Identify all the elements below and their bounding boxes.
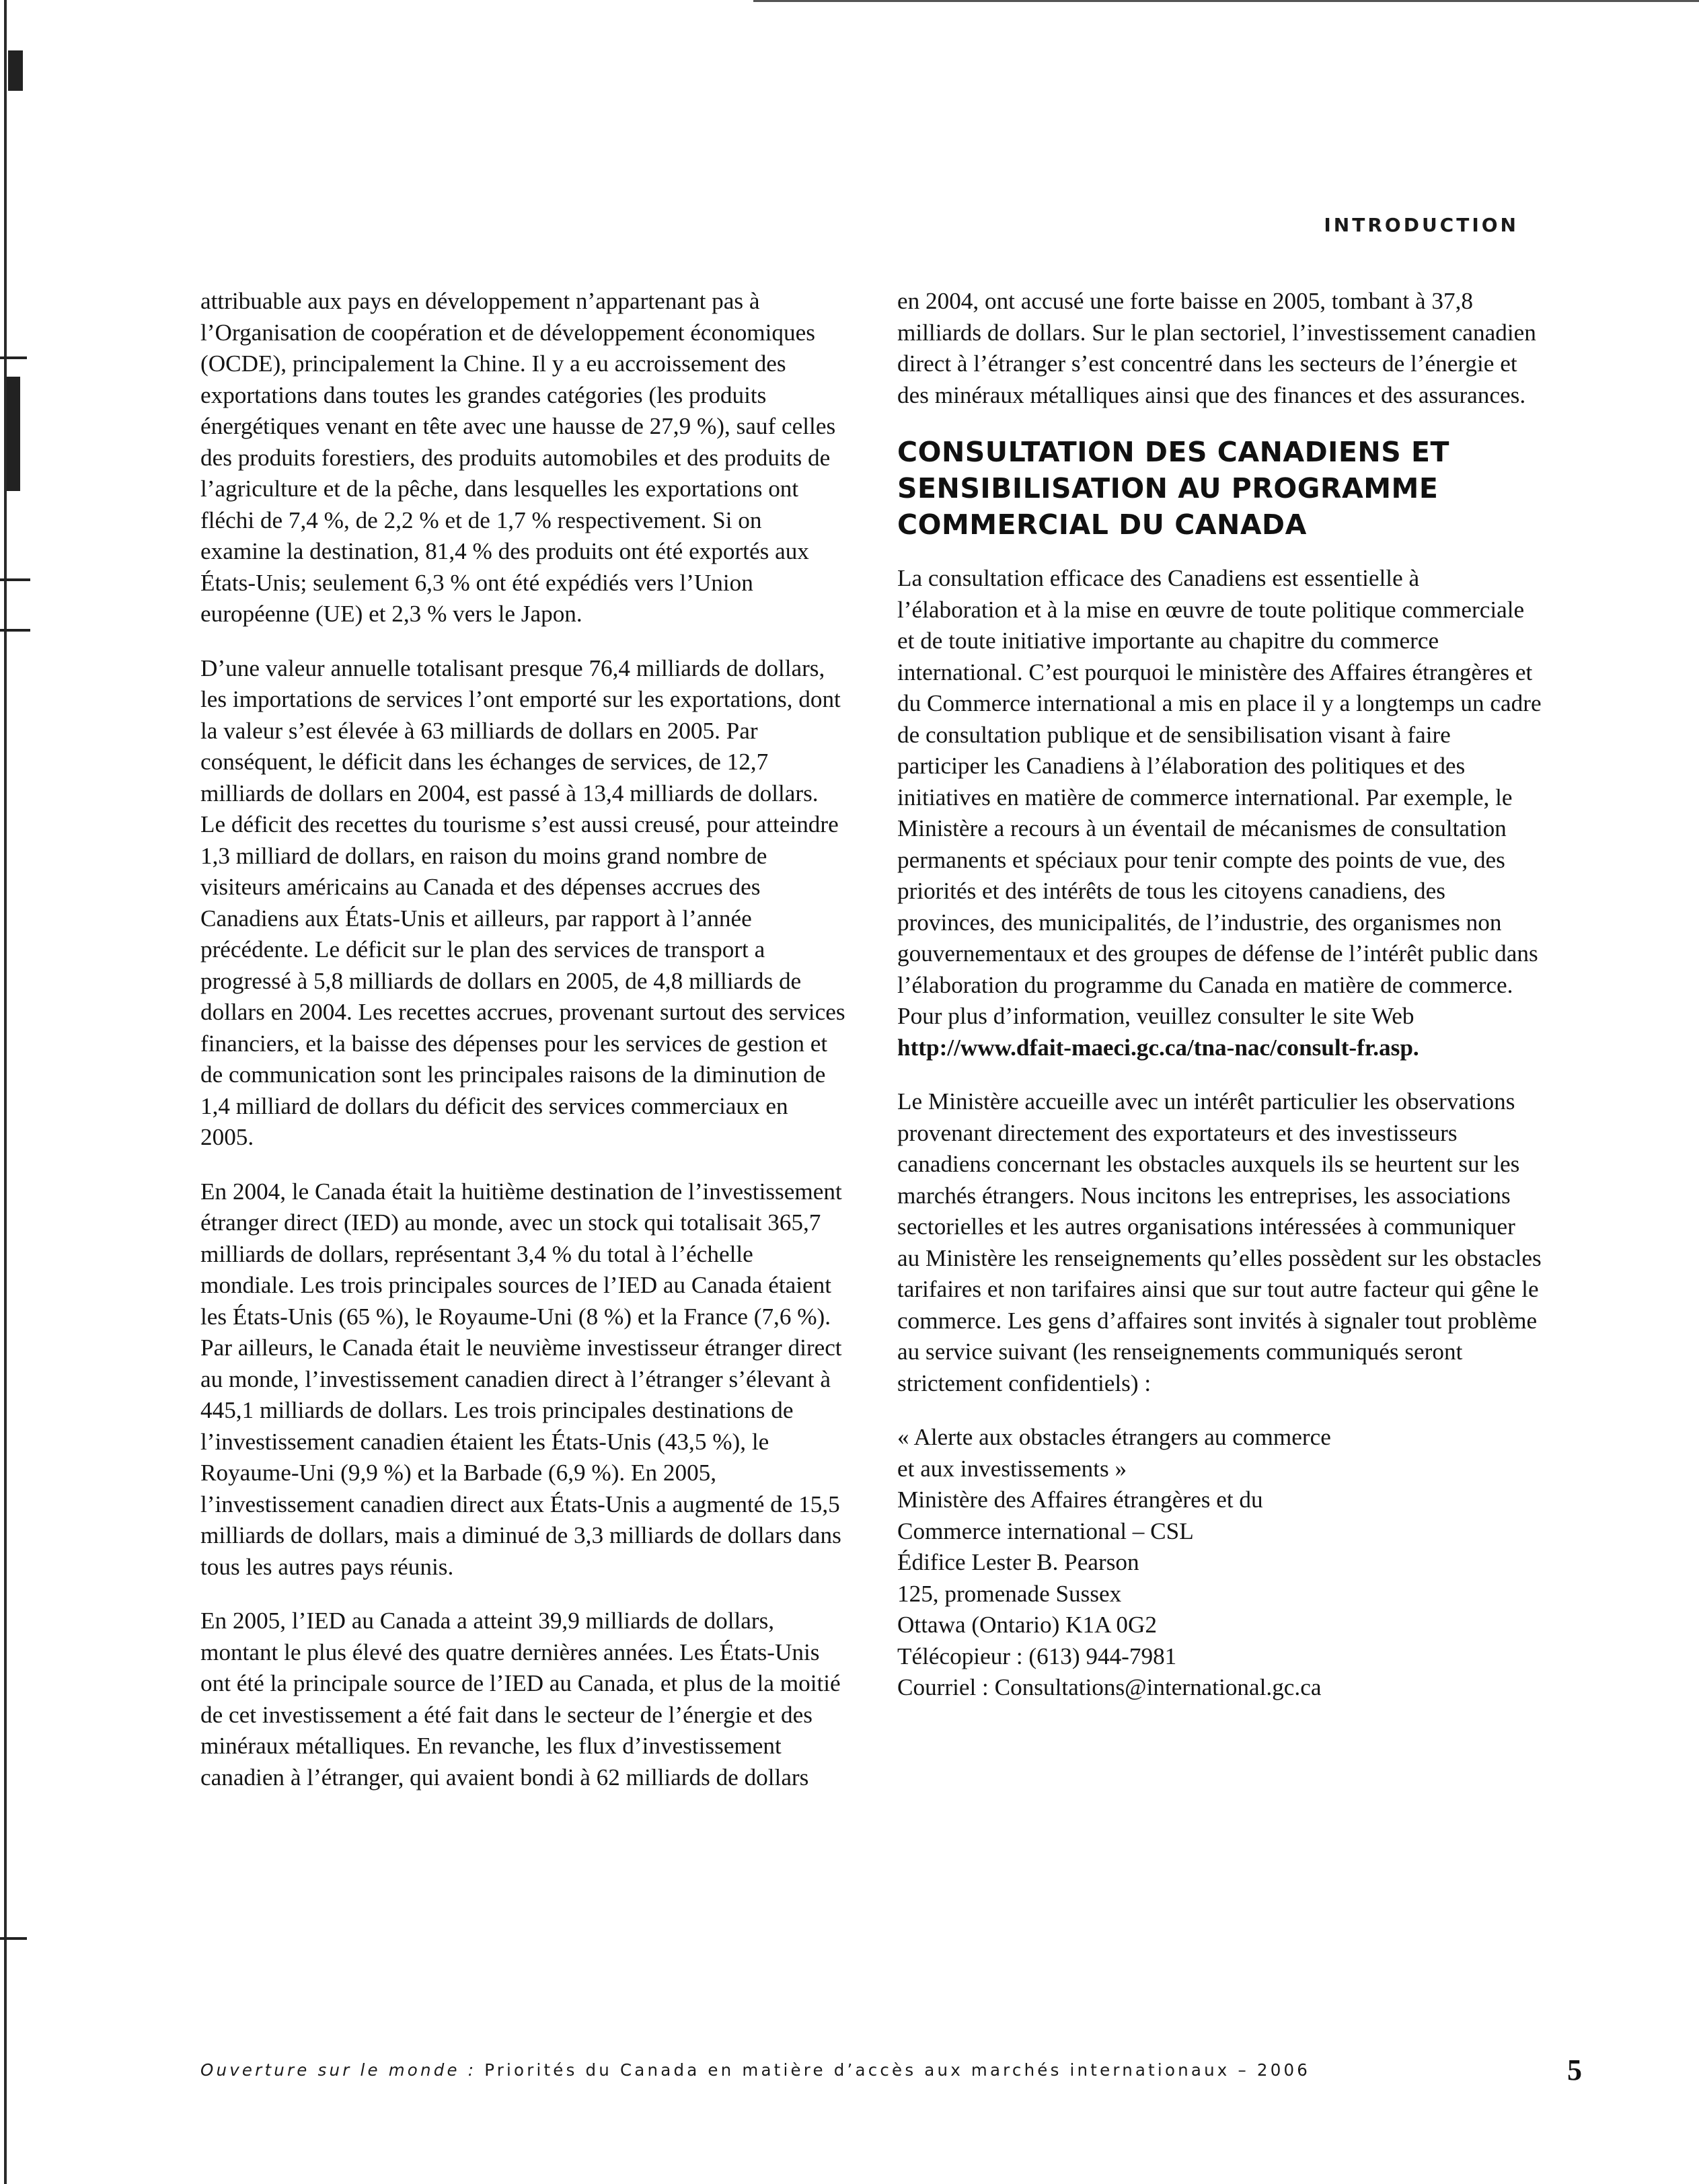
page-footer bbox=[200, 2060, 1512, 2080]
right-column bbox=[897, 286, 1543, 1704]
address-line: Ministère des Affaires étrangères et du bbox=[897, 1486, 1263, 1513]
address-line-email: Courriel : Consultations@international.gc.ca bbox=[897, 1674, 1322, 1700]
running-head: INTRODUCTION bbox=[1324, 214, 1519, 236]
address-line: et aux investissements » bbox=[897, 1455, 1127, 1482]
address-line: « Alerte aux obstacles étrangers au commerce bbox=[897, 1424, 1331, 1450]
scan-edge-mark bbox=[0, 629, 30, 632]
footer-publication-title: Ouverture sur le monde : bbox=[200, 2060, 477, 2080]
scan-edge-mark bbox=[0, 578, 30, 581]
section-heading: CONSULTATION DES CANADIENS ET SENSIBILISATION AU PROGRAMME COMMERCIAL DU CANADA bbox=[897, 436, 1450, 541]
address-line: Édifice Lester B. Pearson bbox=[897, 1549, 1139, 1575]
paragraph-exports: attribuable aux pays en développement n’appartenant pas à l’Organisation de coopération et de développement économiques (OCDE), principalement la Chine. Il y a eu accroissement des exportations dans toutes les grandes catégories (les produits énergétiques venant en tête avec une hausse de 27,9 %), sauf celles des produits forestiers, des produits automobiles et des produits de l’agriculture et de la pêche, dans lesquelles les exportations ont fléchi de 7,4 %, de 2,2 % et de 1,7 % respectivement. Si on examine la destination, 81,4 % des produits ont été exportés aux États-Unis; seulement 6,3 % ont été expédiés vers l’Union européenne (UE) et 2,3 % vers le Japon. bbox=[200, 288, 836, 627]
consultation-url-link[interactable]: http://www.dfait-maeci.gc.ca/tna-nac/consult-fr.asp. bbox=[897, 1034, 1419, 1061]
address-line: Télécopieur : (613) 944-7981 bbox=[897, 1643, 1177, 1669]
address-line: Ottawa (Ontario) K1A 0G2 bbox=[897, 1612, 1157, 1638]
scan-edge-line bbox=[4, 0, 7, 2184]
paragraph-continuation: en 2004, ont accusé une forte baisse en 2005, tombant à 37,8 milliards de dollars. Sur le plan sectoriel, l’investissement canadien direct à l’étranger s’est concentré dans les secteurs de l’énergie et des minéraux métalliques ainsi que des finances et des assurances. bbox=[897, 288, 1536, 408]
paragraph-ministry: Le Ministère accueille avec un intérêt particulier les observations provenant directement des exportateurs et des investisseurs canadiens concernant les obstacles auxquels ils se heurtent sur les marchés étrangers. Nous incitons les entreprises, les associations sectorielles et les autres organisations intéressées à communiquer au Ministère les renseignements qu’elles possèdent sur les obstacles tarifaires et non tarifaires ainsi que sur tout autre facteur qui gêne le commerce. Les gens d’affaires sont invités à signaler tout problème au service suivant (les renseignements communiqués seront strictement confidentiels) : bbox=[897, 1088, 1542, 1396]
page-number: 5 bbox=[1567, 2054, 1582, 2086]
address-line: 125, promenade Sussex bbox=[897, 1580, 1122, 1607]
scan-edge-mark bbox=[7, 377, 20, 491]
scan-top-border bbox=[753, 0, 1699, 2]
paragraph-services: D’une valeur annuelle totalisant presque 76,4 milliards de dollars, les importations de services l’ont emporté sur les exportations, dont la valeur s’est élevée à 63 milliards de dollars en 2005. Par conséquent, le déficit dans les échanges de services, de 12,7 milliards de dollars en 2004, est passé à 13,4 milliards de dollars. Le déficit des recettes du tourisme s’est aussi creusé, pour atteindre 1,3 milliard de dollars, en raison du moins grand nombre de visiteurs américains au Canada et des dépenses accrues des Canadiens aux États-Unis et ailleurs, par rapport à l’année précédente. Le déficit sur le plan des services de transport a progressé à 5,8 milliards de dollars en 2005, de 4,8 milliards de dollars en 2004. Les recettes accrues, provenant surtout des services financiers, et la baisse des dépenses pour les services de gestion et de communication sont les principales raisons de la diminution de 1,4 milliard de dollars du déficit des services commerciaux en 2005. bbox=[200, 654, 845, 1150]
paragraph-consultation bbox=[897, 563, 1543, 1063]
consultation-text: La consultation efficace des Canadiens est essentielle à l’élaboration et à la mise en œuvre de toute politique commerciale et de toute initiative importante au chapitre du commerce international. C’est pourquoi le ministère des Affaires étrangères et du Commerce international a mis en place il y a longtemps un cadre de consultation publique et de sensibilisation visant à faire participer les Canadiens à l’élaboration des politiques et des initiatives en matière de commerce international. Par exemple, le Ministère a recours à un éventail de mécanismes de consultation permanents et spéciaux pour tenir compte des points de vue, des priorités et des intérêts de tous les citoyens canadiens, des provinces, des municipalités, de l’industrie, des organismes non gouvernementaux et des groupes de défense de l’intérêt public dans l’élaboration du programme du Canada en matière de commerce. Pour plus d’information, veuillez consulter le site Web bbox=[897, 565, 1542, 1029]
scan-edge-mark bbox=[8, 50, 23, 91]
scan-edge-mark bbox=[0, 1937, 27, 1940]
scan-edge-mark bbox=[0, 356, 27, 359]
contact-address bbox=[897, 1422, 1543, 1704]
address-line: Commerce international – CSL bbox=[897, 1517, 1194, 1544]
paragraph-investment-2004: En 2004, le Canada était la huitième destination de l’investissement étranger direct (IED) au monde, avec un stock qui totalisait 365,7 milliards de dollars, représentant 3,4 % du total à l’échelle mondiale. Les trois principales sources de l’IED au Canada étaient les États-Unis (65 %), le Royaume-Uni (8 %) et la France (7,6 %). Par ailleurs, le Canada était le neuvième investisseur étranger direct au monde, l’investissement canadien direct à l’étranger s’élevant à 445,1 milliards de dollars. Les trois principales destinations de l’investissement canadien étaient les États-Unis (43,5 %), le Royaume-Uni (9,9 %) et la Barbade (6,9 %). En 2005, l’investissement canadien direct aux États-Unis a augmenté de 15,5 milliards de dollars, mais a diminué de 3,3 milliards de dollars dans tous les autres pays réunis. bbox=[200, 1178, 842, 1580]
paragraph-investment-2005: En 2005, l’IED au Canada a atteint 39,9 milliards de dollars, montant le plus élevé des quatre dernières années. Les États-Unis ont été la principale source de l’IED au Canada, et plus de la moitié de cet investissement a été fait dans le secteur de l’énergie et des minéraux métalliques. En revanche, les flux d’investissement canadien à l’étranger, qui avaient bondi à 62 milliards de dollars bbox=[200, 1608, 841, 1791]
left-column bbox=[200, 286, 846, 1816]
footer-publication-subtitle: Priorités du Canada en matière d’accès aux marchés internationaux – 2006 bbox=[476, 2060, 1311, 2080]
